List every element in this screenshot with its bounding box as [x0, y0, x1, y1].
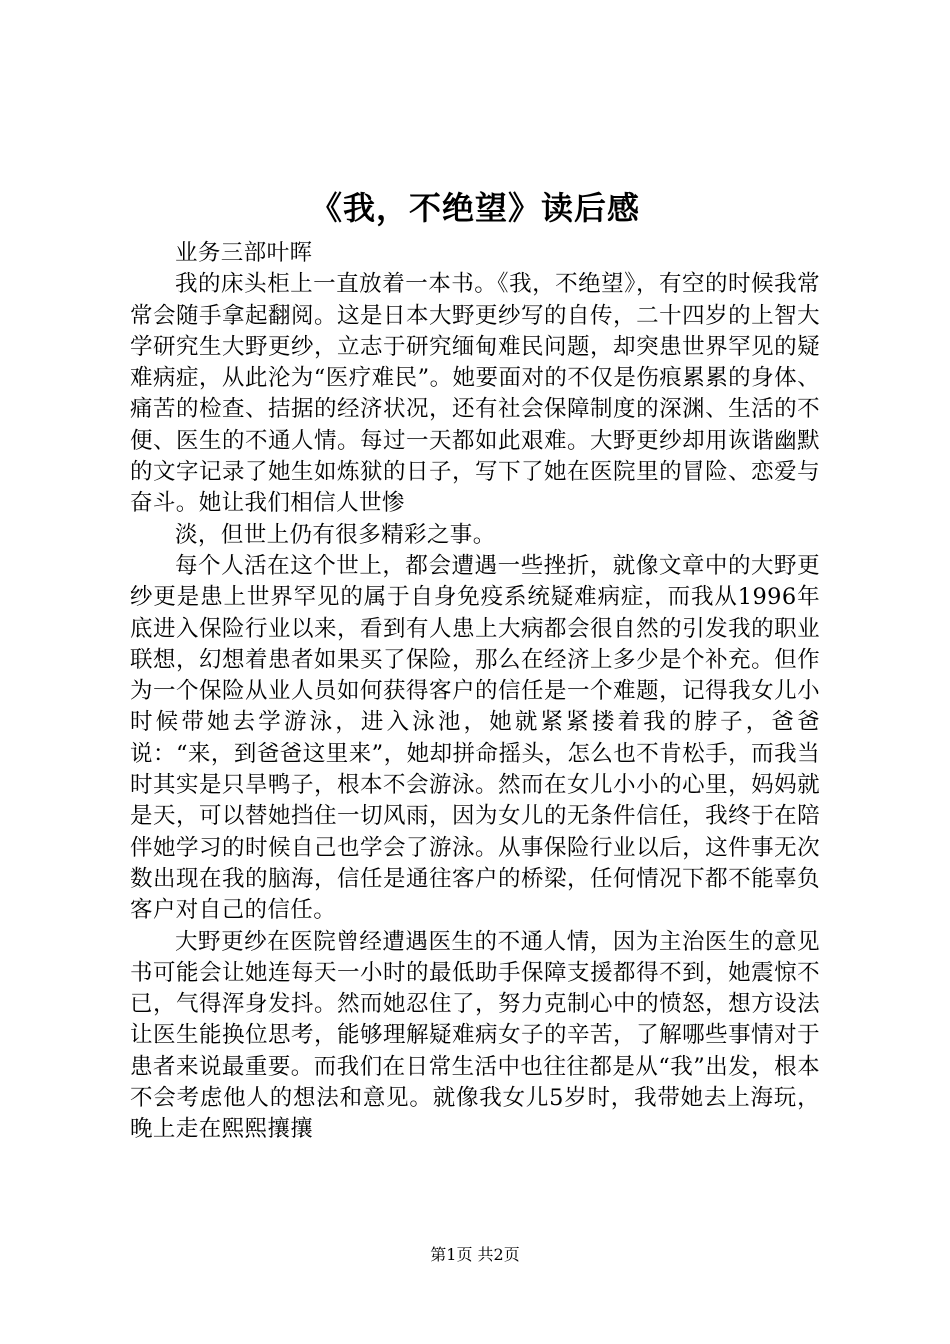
page-footer: 第1页 共2页 — [430, 1245, 520, 1264]
paragraph: 每个人活在这个世上，都会遭遇一些挫折，就像文章中的大野更纱更是患上世界罕见的属于自身免疫系统疑难病症，而我从1996年底进入保险行业以来，看到有人患上大病都会很自然的引发我的职业联想，幻想着患者如果买了保险，那么在经济上多少是个补充。但作为一个保险从业人员如何获得客户的信任是一个难题，记得我女儿小时候带她去学游泳，进入泳池，她就紧紧搂着我的脖子，爸爸说：“来，到爸爸这里来”，她却拼命摇头，怎么也不肯松手，而我当时其实是只旱鸭子，根本不会游泳。然而在女儿小小的心里，妈妈就是天，可以替她挡住一切风雨，因为女儿的无条件信任，我终于在陪伴她学习的时候自己也学会了游泳。从事保险行业以后，这件事无次数出现在我的脑海，信任是通往客户的桥梁，任何情况下都不能辜负客户对自己的信任。 — [130, 552, 820, 924]
document-title: 《我，不绝望》读后感 — [309, 189, 640, 227]
document-body — [130, 238, 820, 1146]
author-line: 业务三部叶晖 — [175, 240, 313, 266]
paragraph: 我的床头柜上一直放着一本书。《我，不绝望》，有空的时候我常常会随手拿起翻阅。这是日本大野更纱写的自传，二十四岁的上智大学研究生大野更纱，立志于研究缅甸难民问题，却突患世界罕见的疑难病症，从此沦为“医疗难民”。她要面对的不仅是伤痕累累的身体、痛苦的检查、拮据的经济状况，还有社会保障制度的深渊、生活的不便、医生的不通人情。每过一天都如此艰难。大野更纱却用诙谐幽默的文字记录了她生如炼狱的日子，写下了她在医院里的冒险、恋爱与奋斗。她让我们相信人世惨 — [130, 271, 820, 517]
paragraph: 淡，但世上仍有很多精彩之事。 — [175, 521, 496, 548]
paragraph: 大野更纱在医院曾经遭遇医生的不通人情，因为主治医生的意见书可能会让她连每天一小时的最低助手保障支援都得不到，她震惊不已，气得浑身发抖。然而她忍住了，努力克制心中的愤怒，想方设法让医生能换位思考，能够理解疑难病女子的辛苦，了解哪些事情对于患者来说最重要。而我们在日常生活中也往往都是从“我”出发，根本不会考虑他人的想法和意见。就像我女儿5岁时，我带她去上海玩，晚上走在熙熙攘攘 — [130, 928, 820, 1143]
